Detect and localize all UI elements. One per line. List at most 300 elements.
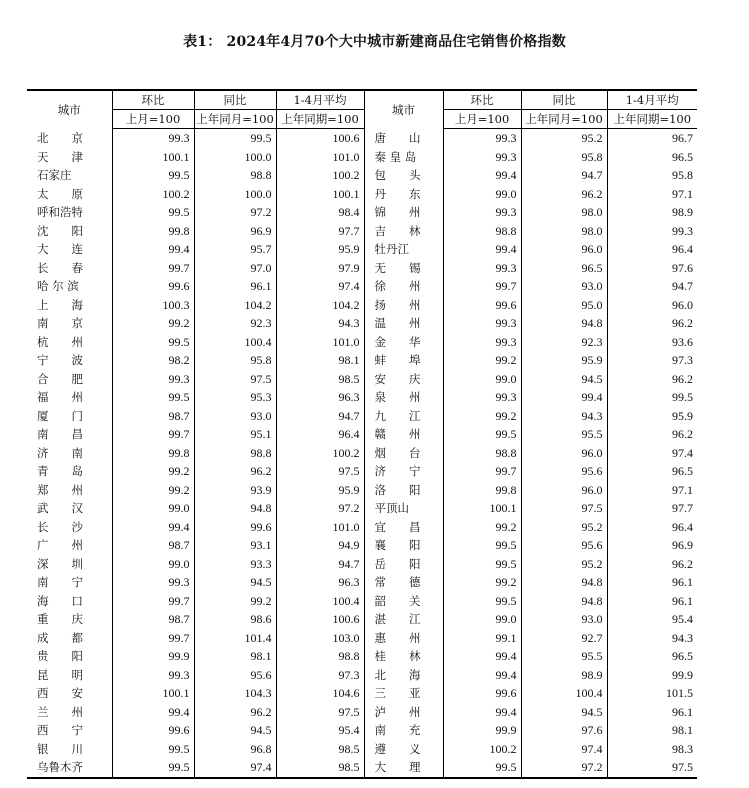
value-cell-ytd: 96.1 bbox=[607, 703, 697, 722]
value-cell-ytd: 94.3 bbox=[276, 314, 364, 333]
value-cell-mom: 100.2 bbox=[112, 185, 194, 204]
table-body bbox=[27, 129, 697, 778]
value-cell-yoy: 98.9 bbox=[521, 666, 607, 685]
value-cell-ytd: 98.5 bbox=[276, 370, 364, 389]
value-cell-mom: 99.7 bbox=[443, 277, 521, 296]
city-name-cell: 深 圳 bbox=[37, 556, 83, 571]
table-row bbox=[27, 462, 697, 481]
header-yoy-right: 同比 bbox=[521, 90, 607, 110]
city-name-cell: 重 庆 bbox=[37, 612, 83, 626]
city-name-cell: 桂 林 bbox=[364, 647, 443, 666]
value-cell-yoy: 95.3 bbox=[194, 388, 276, 407]
city-name-cell: 金 华 bbox=[364, 333, 443, 352]
city-name-cell: 唐 山 bbox=[364, 129, 443, 148]
value-cell-ytd: 94.7 bbox=[276, 555, 364, 574]
value-cell-ytd: 96.4 bbox=[607, 240, 697, 259]
value-cell-ytd: 101.5 bbox=[607, 684, 697, 703]
table-row bbox=[27, 148, 697, 167]
city-name-cell: 合 肥 bbox=[37, 371, 83, 386]
value-cell-yoy: 92.7 bbox=[521, 629, 607, 648]
header-yoy-left: 同比 bbox=[194, 90, 276, 110]
city-name-cell: 丹 东 bbox=[364, 185, 443, 204]
value-cell-yoy: 96.8 bbox=[194, 740, 276, 759]
value-cell-yoy: 93.0 bbox=[521, 610, 607, 629]
value-cell-mom: 99.7 bbox=[112, 425, 194, 444]
value-cell-ytd: 101.0 bbox=[276, 333, 364, 352]
value-cell-yoy: 97.4 bbox=[194, 758, 276, 778]
value-cell-ytd: 100.2 bbox=[276, 166, 364, 185]
value-cell-yoy: 98.0 bbox=[521, 203, 607, 222]
value-cell-yoy: 94.8 bbox=[521, 592, 607, 611]
value-cell-ytd: 97.5 bbox=[607, 758, 697, 778]
value-cell-yoy: 97.4 bbox=[521, 740, 607, 759]
table-row bbox=[27, 407, 697, 426]
table-row bbox=[27, 166, 697, 185]
value-cell-yoy: 94.7 bbox=[521, 166, 607, 185]
value-cell-ytd: 98.1 bbox=[276, 351, 364, 370]
value-cell-yoy: 96.0 bbox=[521, 240, 607, 259]
value-cell-ytd: 95.9 bbox=[276, 481, 364, 500]
value-cell-mom: 99.3 bbox=[443, 129, 521, 148]
value-cell-yoy: 96.1 bbox=[194, 277, 276, 296]
value-cell-yoy: 95.2 bbox=[521, 518, 607, 537]
value-cell-ytd: 97.5 bbox=[276, 462, 364, 481]
value-cell-ytd: 100.6 bbox=[276, 129, 364, 148]
table-row bbox=[27, 758, 697, 778]
city-name-cell: 无 锡 bbox=[364, 259, 443, 278]
table-row bbox=[27, 185, 697, 204]
value-cell-mom: 99.5 bbox=[112, 333, 194, 352]
value-cell-mom: 98.7 bbox=[112, 407, 194, 426]
value-cell-mom: 98.8 bbox=[443, 444, 521, 463]
city-name-cell: 天 津 bbox=[37, 149, 83, 164]
value-cell-mom: 99.1 bbox=[443, 629, 521, 648]
table-row bbox=[27, 333, 697, 352]
value-cell-mom: 99.5 bbox=[443, 555, 521, 574]
value-cell-yoy: 92.3 bbox=[521, 333, 607, 352]
value-cell-ytd: 95.9 bbox=[607, 407, 697, 426]
value-cell-mom: 100.1 bbox=[112, 148, 194, 167]
header-mom-right: 环比 bbox=[443, 90, 521, 110]
subheader-ytd-right: 上年同期=100 bbox=[607, 110, 697, 129]
subheader-yoy-left: 上年同月=100 bbox=[194, 110, 276, 129]
value-cell-mom: 99.3 bbox=[112, 129, 194, 148]
table-row bbox=[27, 370, 697, 389]
city-name-cell: 哈 尔 滨 bbox=[37, 279, 79, 293]
table-row bbox=[27, 425, 697, 444]
table-row bbox=[27, 721, 697, 740]
city-name-cell: 宜 昌 bbox=[364, 518, 443, 537]
city-name-cell: 济 南 bbox=[37, 445, 83, 460]
city-name-cell: 武 汉 bbox=[37, 501, 83, 515]
city-name-cell: 秦 皇 岛 bbox=[364, 148, 443, 167]
value-cell-ytd: 101.0 bbox=[276, 148, 364, 167]
value-cell-yoy: 98.0 bbox=[521, 222, 607, 241]
table-row bbox=[27, 481, 697, 500]
value-cell-mom: 99.5 bbox=[443, 592, 521, 611]
value-cell-mom: 99.5 bbox=[112, 388, 194, 407]
value-cell-ytd: 97.6 bbox=[607, 259, 697, 278]
value-cell-mom: 99.4 bbox=[443, 240, 521, 259]
value-cell-ytd: 96.4 bbox=[607, 518, 697, 537]
value-cell-yoy: 95.5 bbox=[521, 647, 607, 666]
value-cell-ytd: 94.7 bbox=[276, 407, 364, 426]
value-cell-yoy: 99.4 bbox=[521, 388, 607, 407]
value-cell-yoy: 92.3 bbox=[194, 314, 276, 333]
subheader-ytd-left: 上年同期=100 bbox=[276, 110, 364, 129]
city-name-cell: 泸 州 bbox=[364, 703, 443, 722]
value-cell-yoy: 96.2 bbox=[194, 703, 276, 722]
city-name-cell: 北 海 bbox=[364, 666, 443, 685]
value-cell-mom: 99.4 bbox=[443, 666, 521, 685]
value-cell-yoy: 97.5 bbox=[521, 499, 607, 518]
value-cell-mom: 99.0 bbox=[112, 499, 194, 518]
city-name-cell: 徐 州 bbox=[364, 277, 443, 296]
city-name-cell: 韶 关 bbox=[364, 592, 443, 611]
value-cell-yoy: 94.5 bbox=[194, 721, 276, 740]
value-cell-ytd: 98.3 bbox=[607, 740, 697, 759]
value-cell-mom: 99.5 bbox=[112, 758, 194, 778]
city-name-cell: 北 京 bbox=[37, 130, 83, 145]
value-cell-mom: 99.3 bbox=[112, 370, 194, 389]
table-row bbox=[27, 314, 697, 333]
value-cell-ytd: 96.5 bbox=[607, 148, 697, 167]
value-cell-ytd: 97.5 bbox=[276, 703, 364, 722]
value-cell-mom: 99.5 bbox=[112, 203, 194, 222]
value-cell-yoy: 93.0 bbox=[521, 277, 607, 296]
value-cell-yoy: 104.3 bbox=[194, 684, 276, 703]
city-name-cell: 烟 台 bbox=[364, 444, 443, 463]
value-cell-yoy: 96.9 bbox=[194, 222, 276, 241]
value-cell-ytd: 96.1 bbox=[607, 573, 697, 592]
value-cell-mom: 99.3 bbox=[443, 388, 521, 407]
value-cell-ytd: 96.3 bbox=[276, 573, 364, 592]
city-name-cell: 温 州 bbox=[364, 314, 443, 333]
value-cell-mom: 99.3 bbox=[443, 333, 521, 352]
value-cell-ytd: 94.9 bbox=[276, 536, 364, 555]
value-cell-yoy: 95.6 bbox=[521, 462, 607, 481]
value-cell-mom: 99.6 bbox=[443, 296, 521, 315]
city-name-cell: 沈 阳 bbox=[37, 223, 83, 238]
value-cell-mom: 99.0 bbox=[443, 370, 521, 389]
city-name-cell: 襄 阳 bbox=[364, 536, 443, 555]
value-cell-ytd: 96.1 bbox=[607, 592, 697, 611]
table-row bbox=[27, 536, 697, 555]
value-cell-mom: 99.4 bbox=[443, 647, 521, 666]
value-cell-yoy: 101.4 bbox=[194, 629, 276, 648]
city-name-cell: 蚌 埠 bbox=[364, 351, 443, 370]
value-cell-mom: 99.7 bbox=[443, 462, 521, 481]
city-name-cell: 大 连 bbox=[37, 242, 83, 256]
value-cell-mom: 99.5 bbox=[112, 166, 194, 185]
value-cell-mom: 99.6 bbox=[112, 277, 194, 296]
value-cell-yoy: 95.5 bbox=[521, 425, 607, 444]
value-cell-mom: 99.4 bbox=[443, 703, 521, 722]
value-cell-mom: 99.5 bbox=[443, 758, 521, 778]
value-cell-mom: 99.3 bbox=[443, 314, 521, 333]
value-cell-mom: 98.8 bbox=[443, 222, 521, 241]
value-cell-yoy: 98.1 bbox=[194, 647, 276, 666]
city-name-cell: 南 昌 bbox=[37, 427, 83, 441]
value-cell-ytd: 93.6 bbox=[607, 333, 697, 352]
value-cell-yoy: 96.0 bbox=[521, 481, 607, 500]
value-cell-ytd: 98.8 bbox=[276, 647, 364, 666]
city-name-cell: 厦 门 bbox=[37, 408, 83, 423]
value-cell-mom: 99.2 bbox=[112, 462, 194, 481]
value-cell-ytd: 94.3 bbox=[607, 629, 697, 648]
value-cell-mom: 99.3 bbox=[443, 259, 521, 278]
value-cell-mom: 100.1 bbox=[112, 684, 194, 703]
city-name-cell: 广 州 bbox=[37, 538, 83, 552]
value-cell-ytd: 104.6 bbox=[276, 684, 364, 703]
table-row bbox=[27, 351, 697, 370]
city-name-cell: 吉 林 bbox=[364, 222, 443, 241]
value-cell-mom: 99.2 bbox=[443, 407, 521, 426]
city-name-cell: 南 充 bbox=[364, 721, 443, 740]
value-cell-ytd: 97.3 bbox=[276, 666, 364, 685]
value-cell-mom: 99.2 bbox=[443, 518, 521, 537]
value-cell-mom: 99.0 bbox=[112, 555, 194, 574]
value-cell-ytd: 97.9 bbox=[276, 259, 364, 278]
table-row bbox=[27, 444, 697, 463]
value-cell-yoy: 93.3 bbox=[194, 555, 276, 574]
value-cell-ytd: 97.7 bbox=[607, 499, 697, 518]
value-cell-yoy: 95.6 bbox=[521, 536, 607, 555]
value-cell-ytd: 101.0 bbox=[276, 518, 364, 537]
value-cell-ytd: 96.2 bbox=[607, 425, 697, 444]
value-cell-mom: 99.4 bbox=[112, 703, 194, 722]
value-cell-yoy: 95.8 bbox=[521, 148, 607, 167]
table-row bbox=[27, 573, 697, 592]
city-name-cell: 牡丹江 bbox=[364, 240, 443, 259]
value-cell-yoy: 98.8 bbox=[194, 444, 276, 463]
value-cell-yoy: 100.0 bbox=[194, 148, 276, 167]
value-cell-yoy: 100.4 bbox=[521, 684, 607, 703]
value-cell-ytd: 96.2 bbox=[607, 370, 697, 389]
value-cell-ytd: 96.0 bbox=[607, 296, 697, 315]
value-cell-yoy: 97.5 bbox=[194, 370, 276, 389]
value-cell-yoy: 97.0 bbox=[194, 259, 276, 278]
header-ytd-left: 1-4月平均 bbox=[276, 90, 364, 110]
value-cell-yoy: 98.8 bbox=[194, 166, 276, 185]
value-cell-yoy: 94.8 bbox=[194, 499, 276, 518]
table-row bbox=[27, 555, 697, 574]
value-cell-ytd: 100.1 bbox=[276, 185, 364, 204]
table-row bbox=[27, 129, 697, 148]
value-cell-mom: 99.9 bbox=[112, 647, 194, 666]
value-cell-yoy: 94.8 bbox=[521, 573, 607, 592]
value-cell-mom: 99.4 bbox=[443, 166, 521, 185]
city-name-cell: 呼和浩特 bbox=[37, 205, 83, 219]
header-city-left: 城市 bbox=[27, 90, 112, 129]
value-cell-ytd: 95.9 bbox=[276, 240, 364, 259]
table-row bbox=[27, 240, 697, 259]
value-cell-yoy: 95.7 bbox=[194, 240, 276, 259]
value-cell-ytd: 95.4 bbox=[607, 610, 697, 629]
city-name-cell: 济 宁 bbox=[364, 462, 443, 481]
value-cell-yoy: 96.2 bbox=[521, 185, 607, 204]
subheader-mom-left: 上月=100 bbox=[112, 110, 194, 129]
header-mom-left: 环比 bbox=[112, 90, 194, 110]
city-name-cell: 石家庄 bbox=[37, 168, 72, 182]
value-cell-yoy: 95.0 bbox=[521, 296, 607, 315]
city-name-cell: 长 春 bbox=[37, 260, 83, 275]
value-cell-yoy: 94.5 bbox=[521, 703, 607, 722]
price-index-table bbox=[27, 89, 697, 779]
city-name-cell: 扬 州 bbox=[364, 296, 443, 315]
city-name-cell: 遵 义 bbox=[364, 740, 443, 759]
value-cell-yoy: 95.1 bbox=[194, 425, 276, 444]
value-cell-mom: 99.9 bbox=[443, 721, 521, 740]
value-cell-mom: 99.7 bbox=[112, 629, 194, 648]
city-name-cell: 三 亚 bbox=[364, 684, 443, 703]
table-row bbox=[27, 666, 697, 685]
value-cell-ytd: 97.1 bbox=[607, 185, 697, 204]
value-cell-yoy: 96.5 bbox=[521, 259, 607, 278]
subheader-yoy-right: 上年同月=100 bbox=[521, 110, 607, 129]
value-cell-yoy: 93.0 bbox=[194, 407, 276, 426]
value-cell-mom: 99.8 bbox=[112, 444, 194, 463]
value-cell-ytd: 96.5 bbox=[607, 647, 697, 666]
value-cell-yoy: 104.2 bbox=[194, 296, 276, 315]
value-cell-mom: 99.6 bbox=[443, 684, 521, 703]
value-cell-mom: 98.7 bbox=[112, 536, 194, 555]
value-cell-mom: 99.7 bbox=[112, 592, 194, 611]
value-cell-mom: 99.4 bbox=[112, 518, 194, 537]
value-cell-ytd: 98.4 bbox=[276, 203, 364, 222]
table-row bbox=[27, 610, 697, 629]
value-cell-mom: 99.2 bbox=[443, 573, 521, 592]
value-cell-ytd: 97.1 bbox=[607, 481, 697, 500]
value-cell-mom: 99.5 bbox=[112, 740, 194, 759]
value-cell-ytd: 100.2 bbox=[276, 444, 364, 463]
value-cell-ytd: 98.1 bbox=[607, 721, 697, 740]
table-row bbox=[27, 259, 697, 278]
header-city-right: 城市 bbox=[364, 90, 443, 129]
value-cell-yoy: 96.2 bbox=[194, 462, 276, 481]
city-name-cell: 西 宁 bbox=[37, 723, 83, 737]
page-title: 表1： 2024年4月70个大中城市新建商品住宅销售价格指数 bbox=[183, 34, 566, 50]
table-row bbox=[27, 740, 697, 759]
value-cell-yoy: 100.0 bbox=[194, 185, 276, 204]
value-cell-yoy: 97.2 bbox=[521, 758, 607, 778]
value-cell-yoy: 97.2 bbox=[194, 203, 276, 222]
value-cell-yoy: 97.6 bbox=[521, 721, 607, 740]
value-cell-mom: 98.7 bbox=[112, 610, 194, 629]
city-name-cell: 洛 阳 bbox=[364, 481, 443, 500]
value-cell-ytd: 100.6 bbox=[276, 610, 364, 629]
value-cell-ytd: 99.9 bbox=[607, 666, 697, 685]
value-cell-yoy: 94.3 bbox=[521, 407, 607, 426]
value-cell-yoy: 100.4 bbox=[194, 333, 276, 352]
city-name-cell: 岳 阳 bbox=[364, 555, 443, 574]
value-cell-mom: 98.2 bbox=[112, 351, 194, 370]
value-cell-mom: 99.2 bbox=[112, 481, 194, 500]
city-name-cell: 常 德 bbox=[364, 573, 443, 592]
city-name-cell: 湛 江 bbox=[364, 610, 443, 629]
value-cell-ytd: 96.7 bbox=[607, 129, 697, 148]
value-cell-ytd: 95.4 bbox=[276, 721, 364, 740]
value-cell-yoy: 99.2 bbox=[194, 592, 276, 611]
city-name-cell: 杭 州 bbox=[37, 334, 83, 349]
value-cell-yoy: 95.8 bbox=[194, 351, 276, 370]
value-cell-mom: 99.5 bbox=[443, 536, 521, 555]
value-cell-ytd: 97.3 bbox=[607, 351, 697, 370]
city-name-cell: 银 川 bbox=[37, 741, 83, 756]
city-name-cell: 泉 州 bbox=[364, 388, 443, 407]
city-name-cell: 太 原 bbox=[37, 186, 83, 201]
city-name-cell: 上 海 bbox=[37, 297, 83, 312]
value-cell-ytd: 99.3 bbox=[607, 222, 697, 241]
value-cell-mom: 99.0 bbox=[443, 185, 521, 204]
table-row bbox=[27, 277, 697, 296]
value-cell-ytd: 95.8 bbox=[607, 166, 697, 185]
city-name-cell: 长 沙 bbox=[37, 519, 83, 534]
table-row bbox=[27, 647, 697, 666]
city-name-cell: 九 江 bbox=[364, 407, 443, 426]
value-cell-mom: 99.4 bbox=[112, 240, 194, 259]
value-cell-mom: 99.3 bbox=[112, 573, 194, 592]
header-row bbox=[27, 90, 697, 110]
table-row bbox=[27, 222, 697, 241]
table-row bbox=[27, 499, 697, 518]
value-cell-yoy: 94.5 bbox=[194, 573, 276, 592]
city-name-cell: 惠 州 bbox=[364, 629, 443, 648]
value-cell-yoy: 95.6 bbox=[194, 666, 276, 685]
value-cell-yoy: 99.6 bbox=[194, 518, 276, 537]
value-cell-yoy: 99.5 bbox=[194, 129, 276, 148]
city-name-cell: 赣 州 bbox=[364, 425, 443, 444]
value-cell-mom: 99.2 bbox=[112, 314, 194, 333]
value-cell-ytd: 100.4 bbox=[276, 592, 364, 611]
city-name-cell: 福 州 bbox=[37, 390, 83, 404]
value-cell-mom: 99.3 bbox=[443, 148, 521, 167]
value-cell-yoy: 93.9 bbox=[194, 481, 276, 500]
value-cell-ytd: 96.2 bbox=[607, 314, 697, 333]
value-cell-yoy: 96.0 bbox=[521, 444, 607, 463]
city-name-cell: 南 宁 bbox=[37, 575, 83, 589]
value-cell-mom: 99.5 bbox=[443, 425, 521, 444]
city-name-cell: 昆 明 bbox=[37, 667, 83, 682]
value-cell-ytd: 99.5 bbox=[607, 388, 697, 407]
value-cell-ytd: 97.4 bbox=[276, 277, 364, 296]
value-cell-mom: 99.8 bbox=[112, 222, 194, 241]
value-cell-mom: 99.3 bbox=[443, 203, 521, 222]
city-name-cell: 海 口 bbox=[37, 593, 83, 608]
table-row bbox=[27, 296, 697, 315]
city-name-cell: 贵 阳 bbox=[37, 649, 83, 663]
city-name-cell: 乌鲁木齐 bbox=[27, 758, 112, 778]
subheader-row bbox=[27, 110, 697, 129]
table-row bbox=[27, 518, 697, 537]
value-cell-mom: 99.6 bbox=[112, 721, 194, 740]
city-name-cell: 安 庆 bbox=[364, 370, 443, 389]
city-name-cell: 成 都 bbox=[37, 630, 83, 645]
value-cell-ytd: 97.7 bbox=[276, 222, 364, 241]
value-cell-yoy: 98.6 bbox=[194, 610, 276, 629]
city-name-cell: 锦 州 bbox=[364, 203, 443, 222]
city-name-cell: 青 岛 bbox=[37, 464, 83, 478]
value-cell-mom: 99.2 bbox=[443, 351, 521, 370]
value-cell-yoy: 93.1 bbox=[194, 536, 276, 555]
table-row bbox=[27, 203, 697, 222]
value-cell-ytd: 96.2 bbox=[607, 555, 697, 574]
city-name-cell: 平顶山 bbox=[364, 499, 443, 518]
city-name-cell: 南 京 bbox=[37, 316, 83, 330]
value-cell-mom: 100.3 bbox=[112, 296, 194, 315]
table-row bbox=[27, 703, 697, 722]
value-cell-mom: 99.0 bbox=[443, 610, 521, 629]
